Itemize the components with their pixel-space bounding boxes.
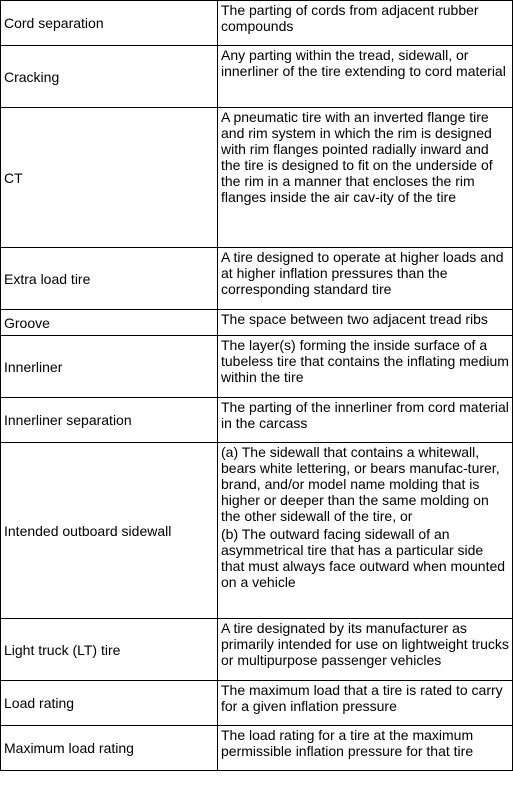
term-cell: Light truck (LT) tire [1, 619, 218, 681]
definition-cell [218, 443, 513, 619]
table-row [1, 1, 513, 46]
table-row [1, 310, 513, 336]
table-row [1, 398, 513, 443]
table-row [1, 681, 513, 726]
definition-cell [218, 681, 513, 726]
definitions-table-body [1, 1, 513, 771]
definition-text: The parting of cords from adjacent rubber compounds [221, 2, 479, 34]
definition-text: The layer(s) forming the inside surface of a tubeless tire that contains the inflating medium within the tire [221, 337, 509, 385]
term-cell: CT [1, 108, 218, 248]
term-cell: Groove [1, 310, 218, 336]
definition-text: The maximum load that a tire is rated to carry for a given inflation pressure [221, 682, 503, 714]
definition-text: (b) The outward facing sidewall of an asymmetrical tire that has a particular side that must always face outward when mounted on a vehicle [221, 526, 506, 590]
table-row [1, 443, 513, 619]
definition-cell [218, 310, 513, 336]
term-cell: Intended outboard sidewall [1, 443, 218, 619]
definition-text: A tire designated by its manufacturer as primarily intended for use on lightweight trucks or multipurpose passenger vehicles [221, 620, 509, 668]
definition-text: A pneumatic tire with an inverted flange tire and rim system in which the rim is designed with rim flanges pointed radially inward and the tire is designed to fit on the underside of the rim in a manner that encloses the rim flanges inside the air cav-ity of the tire [221, 109, 493, 205]
term-cell: Extra load tire [1, 248, 218, 310]
table-row [1, 108, 513, 248]
definition-cell [218, 248, 513, 310]
term-cell: Innerliner [1, 336, 218, 398]
term-cell: Cord separation [1, 1, 218, 46]
definition-cell [218, 619, 513, 681]
term-cell: Maximum load rating [1, 726, 218, 771]
definition-cell [218, 398, 513, 443]
term-cell: Innerliner separation [1, 398, 218, 443]
table-row [1, 336, 513, 398]
definition-text: The space between two adjacent tread ribs [221, 311, 488, 327]
definition-cell [218, 108, 513, 248]
definition-cell [218, 1, 513, 46]
term-cell: Cracking [1, 46, 218, 108]
definition-text: A tire designed to operate at higher loads and at higher inflation pressures than the corresponding standard tire [221, 249, 504, 297]
term-cell: Load rating [1, 681, 218, 726]
definition-text: Any parting within the tread, sidewall, or innerliner of the tire extending to cord material [221, 47, 506, 79]
table-row [1, 248, 513, 310]
definition-cell [218, 336, 513, 398]
definition-text: The load rating for a tire at the maximum permissible inflation pressure for that tire [221, 727, 474, 759]
definition-text: The parting of the innerliner from cord material in the carcass [221, 399, 509, 431]
definition-cell [218, 726, 513, 771]
definition-text: (a) The sidewall that contains a whitewall, bears white lettering, or bears manufac-turer, brand, and/or model name molding that is higher or deeper than the same molding on the other sidewall of the tire, or [221, 444, 500, 524]
table-row [1, 619, 513, 681]
table-row [1, 46, 513, 108]
table-row [1, 726, 513, 771]
definition-cell [218, 46, 513, 108]
